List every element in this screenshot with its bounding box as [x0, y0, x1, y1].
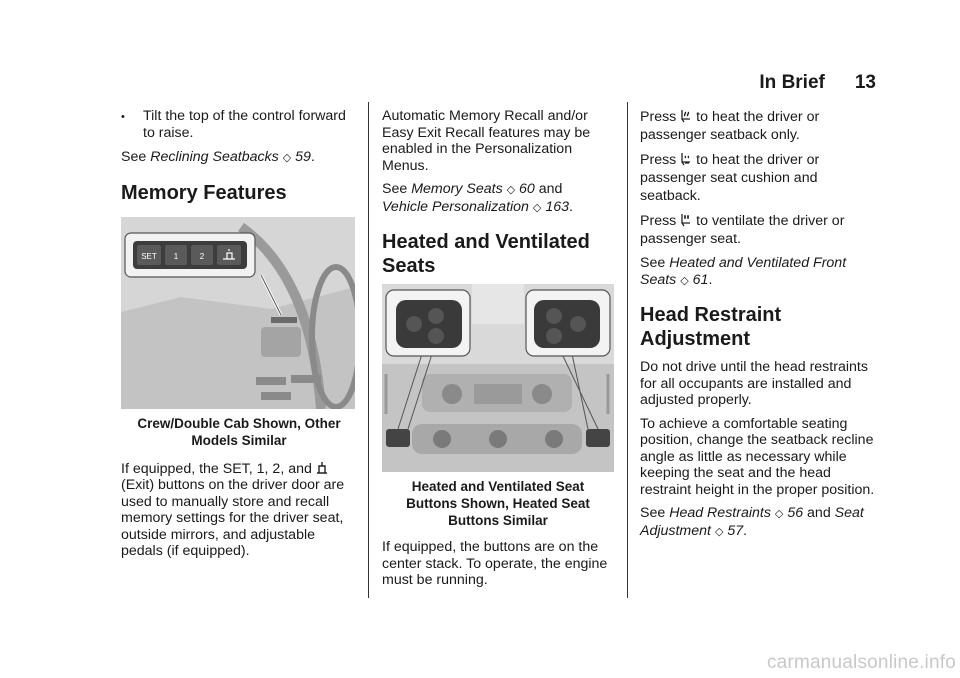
xref-page[interactable]: 57 [727, 522, 744, 539]
pageref-icon: ◇ [714, 525, 724, 538]
xref-page[interactable]: 163 [545, 198, 569, 215]
ventilated-seat-icon [680, 213, 692, 227]
paragraph: If equipped, the SET, 1, 2, and (Exit) buttons on the driver door are used to manually store and recall memory settings for the driver seat, outside mirrors, and adjustable pedals (if equipped). [121, 460, 345, 559]
paragraph: Press to heat the driver or passenger seat cushion and seatback. [640, 152, 820, 204]
heated-seat-cushion-icon [680, 152, 692, 166]
paragraph: Automatic Memory Recall and/or Easy Exit Recall features may be enabled in the Personalization Menus. [382, 108, 591, 174]
pageref-icon: ◇ [774, 508, 784, 520]
column-2 [382, 108, 614, 596]
section-heading: Memory Features [121, 181, 287, 204]
xref-page[interactable]: 56 [787, 505, 804, 521]
column-divider-1 [368, 102, 369, 598]
xref-link[interactable]: Reclining Seatbacks [150, 149, 279, 165]
xref-page[interactable]: 61 [692, 271, 709, 288]
figure-caption: Heated and Ventilated Seat Buttons Shown, Heated Seat Buttons Similar [406, 479, 590, 528]
exit-icon [316, 461, 328, 475]
column-3 [640, 108, 876, 547]
paragraph: Press to ventilate the driver or passenger seat. [640, 213, 845, 247]
bullet-text: Tilt the top of the control forward to raise. [143, 108, 346, 141]
paragraph: Press to heat the driver or passenger seatback only. [640, 109, 820, 143]
pageref-icon: ◇ [282, 152, 292, 164]
see-reference: See Reclining Seatbacks ◇ 59. [121, 149, 315, 165]
see-reference: See Memory Seats ◇ 60 and Vehicle Personalization ◇ 163. [382, 181, 573, 215]
pageref-icon: ◇ [532, 201, 542, 214]
xref-link[interactable]: Seat Adjustment [640, 505, 864, 539]
bullet-item [121, 108, 357, 141]
xref-link[interactable]: Memory Seats [411, 181, 503, 197]
xref-page[interactable]: 59 [295, 149, 311, 165]
section-title: In Brief [759, 72, 825, 93]
watermark: carmanualsonline.info [766, 652, 956, 673]
xref-link[interactable]: Head Restraints [669, 505, 771, 521]
paragraph: To achieve a comfortable seating position, change the seatback recline angle as little as necessary while keeping the seat and the head restraint height in the proper position. [640, 415, 875, 498]
see-reference: See Head Restraints ◇ 56 and Seat Adjustment ◇ 57. [640, 505, 864, 539]
heated-seat-buttons-illustration [382, 284, 614, 472]
paragraph: Do not drive until the head restraints for all occupants are installed and adjusted properly. [640, 359, 868, 408]
xref-link[interactable]: Heated and Ventilated Front Seats [640, 255, 847, 288]
section-heading: Heated and Ventilated Seats [382, 231, 590, 277]
column-divider-2 [627, 102, 628, 598]
paragraph: If equipped, the buttons are on the center stack. To operate, the engine must be running. [382, 539, 608, 588]
running-header [759, 72, 876, 94]
column-1 [121, 108, 357, 560]
memory-2-label: 2 [199, 251, 205, 261]
page-number: 13 [854, 72, 876, 93]
see-reference: See Heated and Ventilated Front Seats ◇ 61. [640, 255, 847, 288]
set-button-label: SET [141, 251, 157, 261]
pageref-icon: ◇ [680, 274, 689, 287]
xref-link[interactable]: Vehicle Personalization [382, 198, 529, 215]
memory-buttons-illustration [121, 217, 355, 409]
heated-seatback-icon [680, 109, 692, 123]
figure-caption: Crew/Double Cab Shown, Other Models Similar [137, 415, 341, 448]
pageref-icon: ◇ [506, 184, 516, 196]
bullet-marker: • [121, 111, 125, 123]
memory-1-label: 1 [173, 251, 179, 261]
xref-page[interactable]: 60 [519, 181, 535, 197]
section-heading: Head Restraint Adjustment [640, 304, 782, 350]
